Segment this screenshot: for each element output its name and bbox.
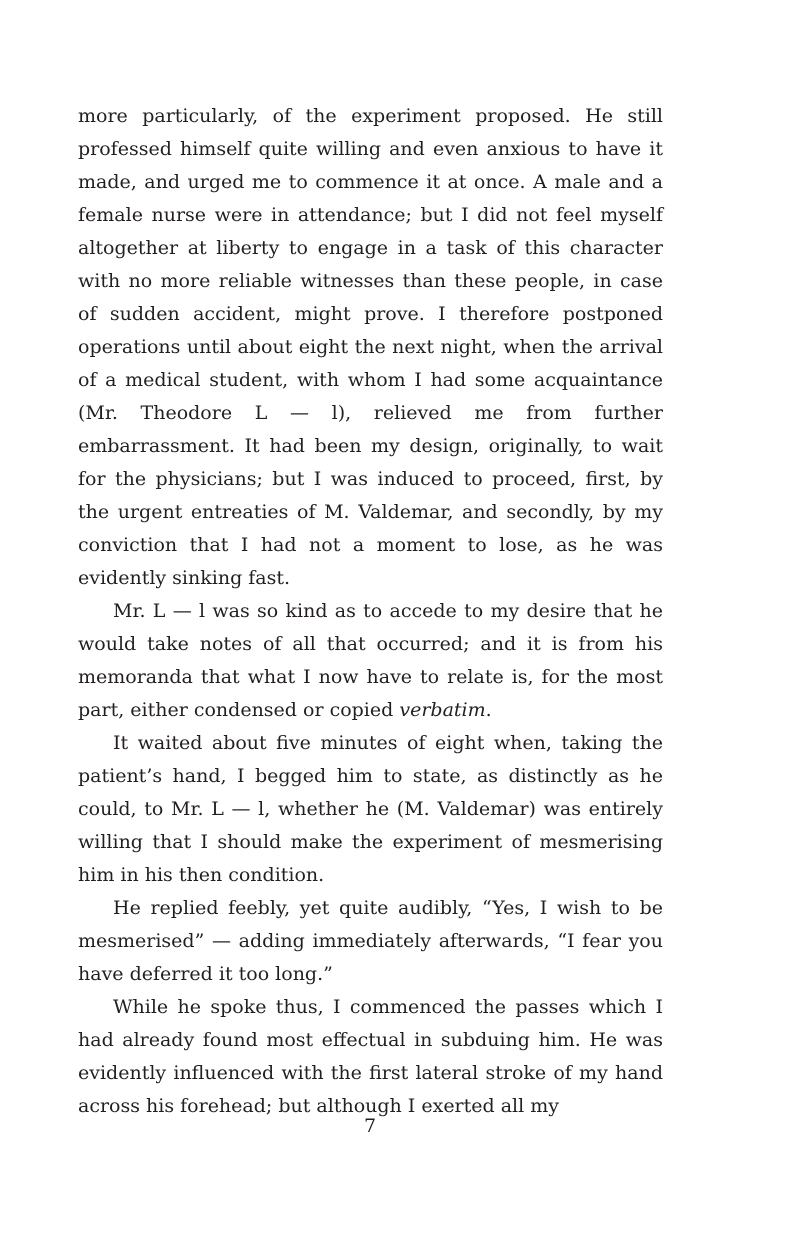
paragraph-5: While he spoke thus, I commenced the passes which I had already found most effectual in subduing him. He was evidently influenced with the first lateral stroke of my hand across his forehead; but although I exerted all my bbox=[78, 996, 663, 1117]
italic-word: verbatim bbox=[399, 699, 486, 721]
paragraph-4: He replied feebly, yet quite audibly, “Yes, I wish to be mesmerised” — adding immediately afterwards, “I fear you have deferred it too long.” bbox=[78, 897, 663, 985]
body-text bbox=[78, 100, 663, 1123]
paragraph-2-end: . bbox=[485, 699, 492, 721]
page-number: 7 bbox=[363, 1115, 377, 1137]
paragraph-2-text: Mr. L — l was so kind as to accede to my desire that he would take notes of all that occurred; and it is from his memoranda that what I now have to relate is, for the most part, either condensed or copied bbox=[78, 600, 663, 721]
paragraph-2 bbox=[78, 595, 663, 727]
paragraph-1: more particularly, of the experiment proposed. He still professed himself quite willing and even anxious to have it made, and urged me to commence it at once. A male and a female nurse were in attendance; but I did not feel myself altogether at liberty to engage in a task of this character with no more reliable witnesses than these people, in case of sudden accident, might prove. I therefore postponed operations until about eight the next night, when the arrival of a medical student, with whom I had some acquaintance (Mr. Theodore L — l), relieved me from further embarrassment. It had been my design, originally, to wait for the physicians; but I was induced to proceed, first, by the urgent entreaties of M. Valdemar, and secondly, by my conviction that I had not a moment to lose, as he was evidently sinking fast. bbox=[78, 105, 663, 589]
paragraph-3: It waited about five minutes of eight when, taking the patient’s hand, I begged him to state, as distinctly as he could, to Mr. L — l, whether he (M. Valdemar) was entirely willing that I should make the experiment of mesmerising him in his then condition. bbox=[78, 732, 663, 886]
